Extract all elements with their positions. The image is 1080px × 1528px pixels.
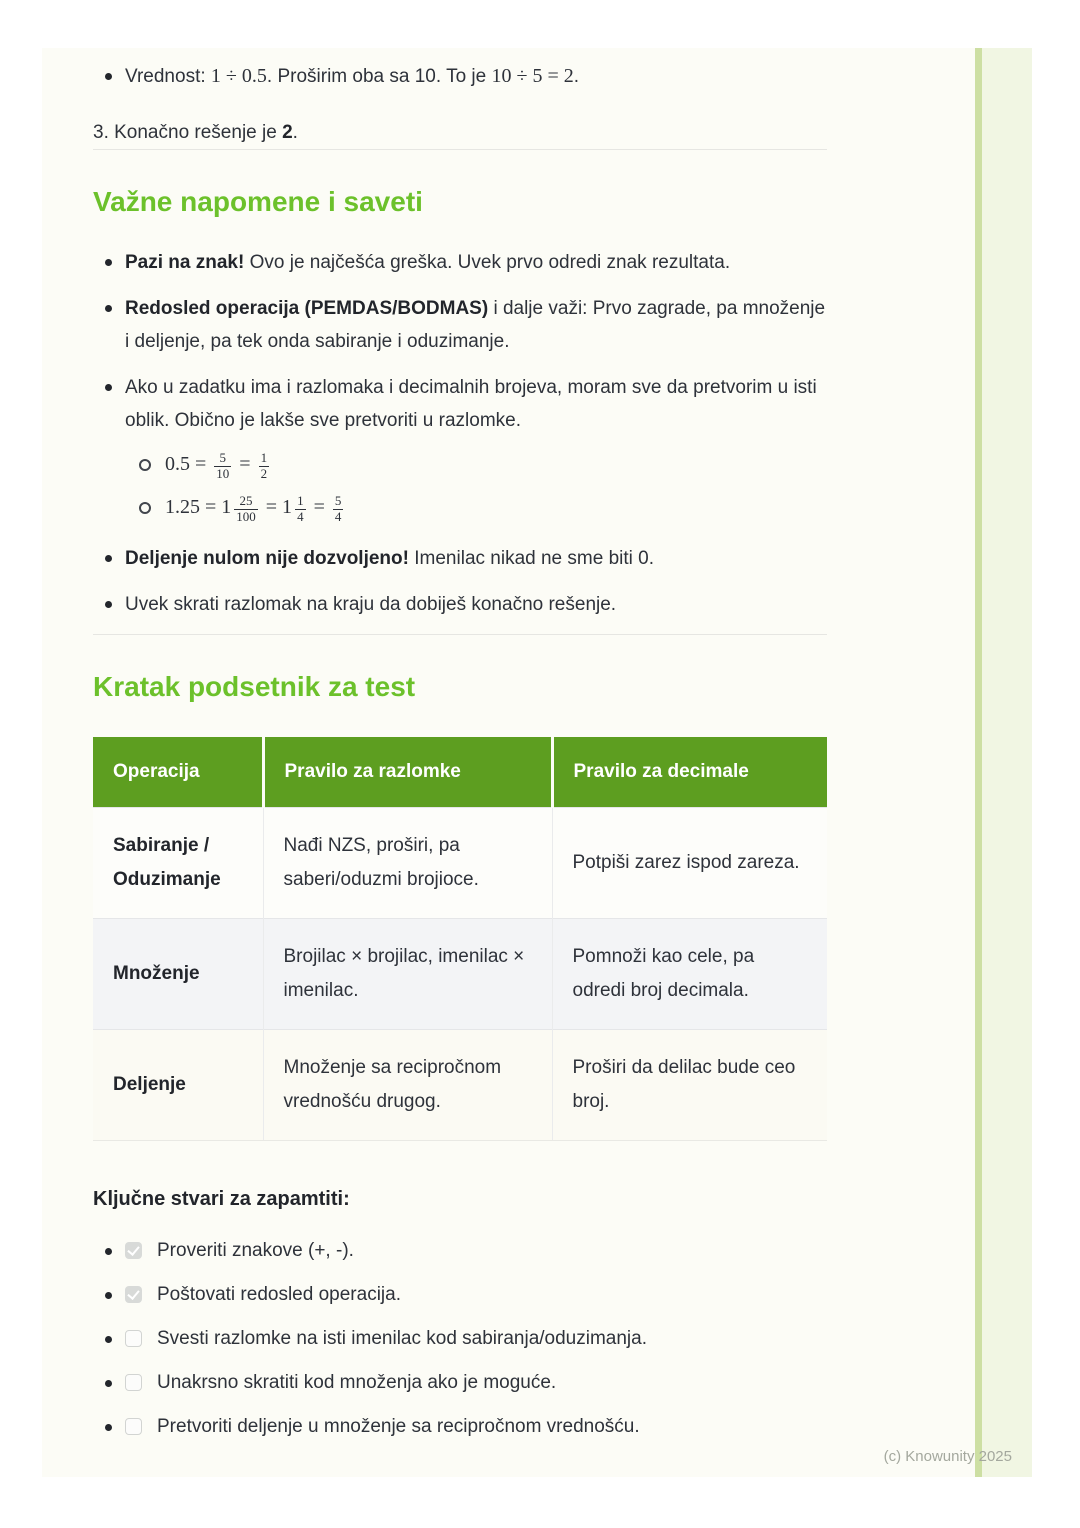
reminder-section-title: Kratak podsetnik za test (93, 670, 416, 702)
bullet-dot-icon (105, 555, 112, 562)
result-bullet-list (93, 60, 827, 93)
checklist-label: Proveriti znakove (+, -). (157, 1239, 354, 1261)
math-expression: 10 ÷ 5 = 2 (491, 65, 574, 87)
note-item (125, 246, 827, 279)
math-expression: = 1 (260, 495, 293, 518)
bullet-dot-icon (105, 1248, 112, 1255)
reminder-table (93, 737, 827, 1141)
bullet-dot-icon (105, 601, 112, 608)
checklist-label: Pretvoriti deljenje u množenje sa recipročnom vrednošću. (157, 1415, 640, 1437)
table-header-cell: Pravilo za razlomke (263, 737, 552, 808)
notes-list (93, 246, 827, 621)
bold-text: 2 (282, 122, 293, 143)
checklist-item (125, 1327, 827, 1351)
page-edge-decoration (975, 48, 1032, 1477)
fraction: $\frac{1}{4}$ (297, 493, 304, 525)
checkbox-checked[interactable] (125, 1242, 142, 1259)
note-bold-lead: Redosled operacija (PEMDAS/BODMAS) (125, 298, 489, 319)
circle-bullet-icon (139, 502, 151, 514)
checklist-label: Poštovati redosled operacija. (157, 1283, 401, 1305)
math-expression: 1.25 = 1 (165, 495, 232, 518)
note-item (125, 542, 827, 575)
checklist-item (125, 1283, 827, 1307)
checklist (93, 1239, 827, 1439)
note-bold-lead: Pazi na znak! (125, 252, 245, 273)
final-answer-line (93, 117, 827, 149)
fraction: $\frac{5}{4}$ (334, 493, 342, 525)
checkbox-unchecked[interactable] (125, 1418, 142, 1435)
table-cell-fractions: Brojilac × brojilac, imenilac × imenilac. (263, 918, 552, 1029)
page-content (93, 48, 827, 1439)
bullet-dot-icon (105, 305, 112, 312)
conversion-sublist (125, 443, 827, 529)
table-header-row (93, 737, 827, 808)
text: . Proširim oba sa 10. To je (266, 66, 492, 87)
table-cell-fractions: Nađi NZS, proširi, pa saberi/oduzmi brojioce. (263, 807, 552, 918)
bullet-dot-icon (105, 259, 112, 266)
text: 3. Konačno rešenje je (93, 122, 283, 143)
bullet-dot-icon (105, 1336, 112, 1343)
table-row (93, 807, 827, 918)
document-page (42, 48, 1032, 1477)
math-expression: = (234, 453, 256, 475)
note-bold-lead: Deljenje nulom nije dozvoljeno! (125, 547, 409, 569)
checkbox-unchecked[interactable] (125, 1330, 142, 1347)
result-bullet-item (125, 60, 827, 93)
checkbox-unchecked[interactable] (125, 1374, 142, 1391)
bullet-dot-icon (105, 384, 112, 391)
math-expression: 1 ÷ 0.5 (210, 65, 267, 87)
table-cell-operation: Množenje (93, 918, 263, 1029)
table-cell-decimals: Potpiši zarez ispod zareza. (552, 807, 827, 918)
result-bullet-text (125, 66, 579, 87)
text: . (573, 66, 580, 87)
bullet-dot-icon (105, 1424, 112, 1431)
text: Vrednost: (125, 66, 211, 87)
section-divider (93, 634, 827, 635)
note-item (125, 588, 827, 621)
bullet-dot-icon (105, 1380, 112, 1387)
note-item (125, 292, 827, 358)
checklist-item (125, 1239, 827, 1263)
note-text: Ovo je najčešća greška. Uvek prvo odredi znak rezultata. (244, 252, 731, 273)
table-cell-fractions: Množenje sa recipročnom vrednošću drugog. (263, 1029, 552, 1140)
table-cell-decimals: Proširi da delilac bude ceo broj. (552, 1029, 827, 1140)
checklist-title: Ključne stvari za zapamtiti: (93, 1187, 350, 1210)
checklist-label: Svesti razlomke na isti imenilac kod sabiranja/oduzimanja. (157, 1327, 648, 1349)
checklist-item (125, 1371, 827, 1395)
table-header-cell: Pravilo za decimale (552, 737, 827, 808)
table-row (93, 1029, 827, 1140)
math-expression: 0.5 = (165, 453, 212, 475)
text: . (292, 122, 298, 143)
note-item (125, 371, 827, 529)
notes-section-title: Važne napomene i saveti (93, 186, 423, 217)
conversion-item (139, 486, 827, 529)
section-divider (93, 149, 827, 150)
note-text: Imenilac nikad ne sme biti 0. (408, 547, 654, 569)
fraction: $\frac{5}{10}$ (216, 450, 230, 482)
table-body (93, 807, 827, 1140)
note-text: Uvek skrati razlomak na kraju da dobiješ konačno rešenje. (125, 593, 617, 615)
note-text: Ako u zadatku ima i razlomaka i decimalnih brojeva, moram sve da pretvorim u isti oblik. Obično je lakše sve pretvoriti u razlomke. (125, 377, 817, 431)
table-row (93, 918, 827, 1029)
table-header-cell: Operacija (93, 737, 263, 808)
math-expression: = (308, 495, 330, 518)
checklist-item (125, 1415, 827, 1439)
conversion-item (139, 443, 827, 486)
fraction: $\frac{1}{2}$ (260, 450, 268, 482)
table-cell-operation: Sabiranje / Oduzimanje (93, 807, 263, 918)
bullet-dot-icon (105, 73, 112, 80)
table-cell-decimals: Pomnoži kao cele, pa odredi broj decimala. (552, 918, 827, 1029)
table-cell-operation: Deljenje (93, 1029, 263, 1140)
circle-bullet-icon (139, 459, 151, 471)
copyright-footer: (c) Knowunity 2025 (883, 1448, 1012, 1465)
checkbox-checked[interactable] (125, 1286, 142, 1303)
bullet-dot-icon (105, 1292, 112, 1299)
checklist-label: Unakrsno skratiti kod množenja ako je moguće. (157, 1371, 557, 1393)
fraction: $\frac{25}{100}$ (236, 493, 256, 525)
note-text: i dalje važi: Prvo zagrade, pa množenje i deljenje, pa tek onda sabiranje i oduzimanje. (125, 298, 826, 352)
